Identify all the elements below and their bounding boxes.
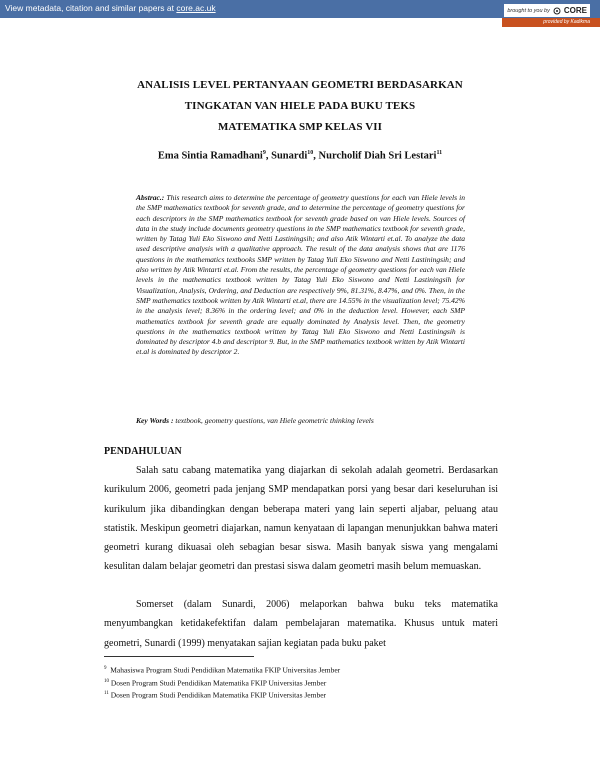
title-line: TINGKATAN VAN HIELE PADA BUKU TEKS <box>184 100 416 112</box>
footnote-divider <box>104 656 254 657</box>
footnote-text: Mahasiswa Program Studi Pendidikan Matematika FKIP Universitas Jember <box>110 665 341 675</box>
title-line: MATEMATIKA SMP KELAS VII <box>217 121 383 133</box>
abstract-label: Abstrac.: <box>136 193 165 202</box>
footnote-number: 10 <box>104 678 109 684</box>
core-link-domain[interactable]: core.ac.uk <box>176 3 216 13</box>
core-metadata-link[interactable] <box>5 3 216 13</box>
core-link-text: View metadata, citation and similar papers at <box>5 3 174 13</box>
author-name: Sunardi <box>271 150 308 162</box>
keywords-label: Key Words : <box>136 416 174 425</box>
footnote-number: 9 <box>104 666 107 671</box>
author-name: Nurcholif Diah Sri Lestari <box>318 150 437 162</box>
keywords-text: textbook, geometry questions, van Hiele geometric thinking levels <box>175 416 374 425</box>
footnote-text: Dosen Program Studi Pendidikan Matematika FKIP Universitas Jember <box>110 690 327 700</box>
footnote <box>104 688 504 701</box>
footnote-text: Dosen Program Studi Pendidikan Matematika FKIP Universitas Jember <box>110 678 327 687</box>
brought-to-you-text: brought to you by <box>507 7 550 14</box>
author-name: Ema Sintia Ramadhani <box>157 150 263 162</box>
footnote-number: 11 <box>104 691 109 696</box>
footnote <box>104 663 504 676</box>
core-logo-text: CORE <box>563 6 587 15</box>
keywords <box>136 416 476 425</box>
author-list: Ema Sintia Ramadhani$^9$, Sunardi$^{10}$, Nurcholif Diah Sri Lestari$^{11}$ <box>157 150 443 162</box>
abstract <box>136 193 465 358</box>
body-paragraph: Salah satu cabang matematika yang diajarkan di sekolah adalah geometri. Berdasarkan kurikulum 2006, geometri pada jenjang SMP mendapatkan porsi yang besar dari keseluruhan isi kurikulum jika dibandingkan dengan beberapa materi yang lain seperti aljabar, peluang atau statistik. Meskipun geometri diajarkan, namun kenyataan di lapangan menunjukkan bahwa materi geometri kurang dikuasai oleh sebagian besar siswa. Masih banyak siswa yang mengalami kesulitan dalam belajar geometri dan prestasi siswa dalam geometri masih belum memuaskan. <box>104 465 498 573</box>
author-footnote-ref: 10 <box>307 150 314 156</box>
core-logo-icon <box>553 7 561 15</box>
footnotes <box>104 663 504 701</box>
abstract-text: This research aims to determine the percentage of geometry questions for each van Hiele levels in the SMP mathematics textbook for seventh grade, and to determine the percentage of geometry questions for each descriptors in the SMP mathematics textbook for seventh grade based on van Hiele levels. Sources of data in the study include documents geometry questions in the SMP mathematics textbook for seventh grade, written by Tatag Yuli Eko Siswono and Netti Lastiningsih; and also Atik Wintarti et.al. To analyze the data used descriptive analysis with a qualitative approach. The result of the data analysis shows that are 1176 questions in the mathematics textbooks SMP written by Tatag Yuli Eko Siswono and Netti Lastiningsih; and also written by Atik Wintarti et.al. From the results, the percentage of geometry questions for each van Hiele levels in the mathematics textbook written by Tatag Yuli Eko Siswono and Netti Lastiningsih for Visualization, Analysis, Ordering, and Deduction are respectively 9%, 81.31%, 8.47%, and 0%. Then, in the SMP mathematics textbook written by Atik Wintarti et.al, there are 14.55% in the visualization level; 75.42% in the analysis level; 8.36% in the ordering level; and 0% in the deduction level. However, each SMP mathematics textbook for seventh grade are equally dominated by Analysis level. Then, the geometry questions in the mathematics textbook written by Tatag Yuli Eko Siswono and Netti Lastiningsih is dominated by descriptor 4.b and descriptor 9. But, in the SMP mathematics textbook written by Atik Wintarti et.al is dominated by descriptor 2. <box>136 193 465 357</box>
section-heading: PENDAHULUAN <box>104 446 182 457</box>
provided-by-ribbon[interactable]: provided by Kadikma <box>502 18 600 27</box>
core-banner <box>0 0 600 18</box>
title-line: ANALISIS LEVEL PERTANYAAN GEOMETRI BERDASARKAN <box>137 79 463 91</box>
paper-title <box>110 75 490 138</box>
body-paragraph: Somerset (dalam Sunardi, 2006) melaporkan bahwa buku teks matematika menyumbangkan ketidakefektifan dalam pembelajaran matematika. Khusus untuk materi geometri, Sunardi (1999) menyatakan sajian kegiatan pada buku paket <box>104 599 498 649</box>
author-footnote-ref: 11 <box>436 150 443 156</box>
author-footnote-ref: 9 <box>262 150 266 156</box>
footnote <box>104 676 504 689</box>
brought-to-you-badge[interactable] <box>504 4 590 17</box>
